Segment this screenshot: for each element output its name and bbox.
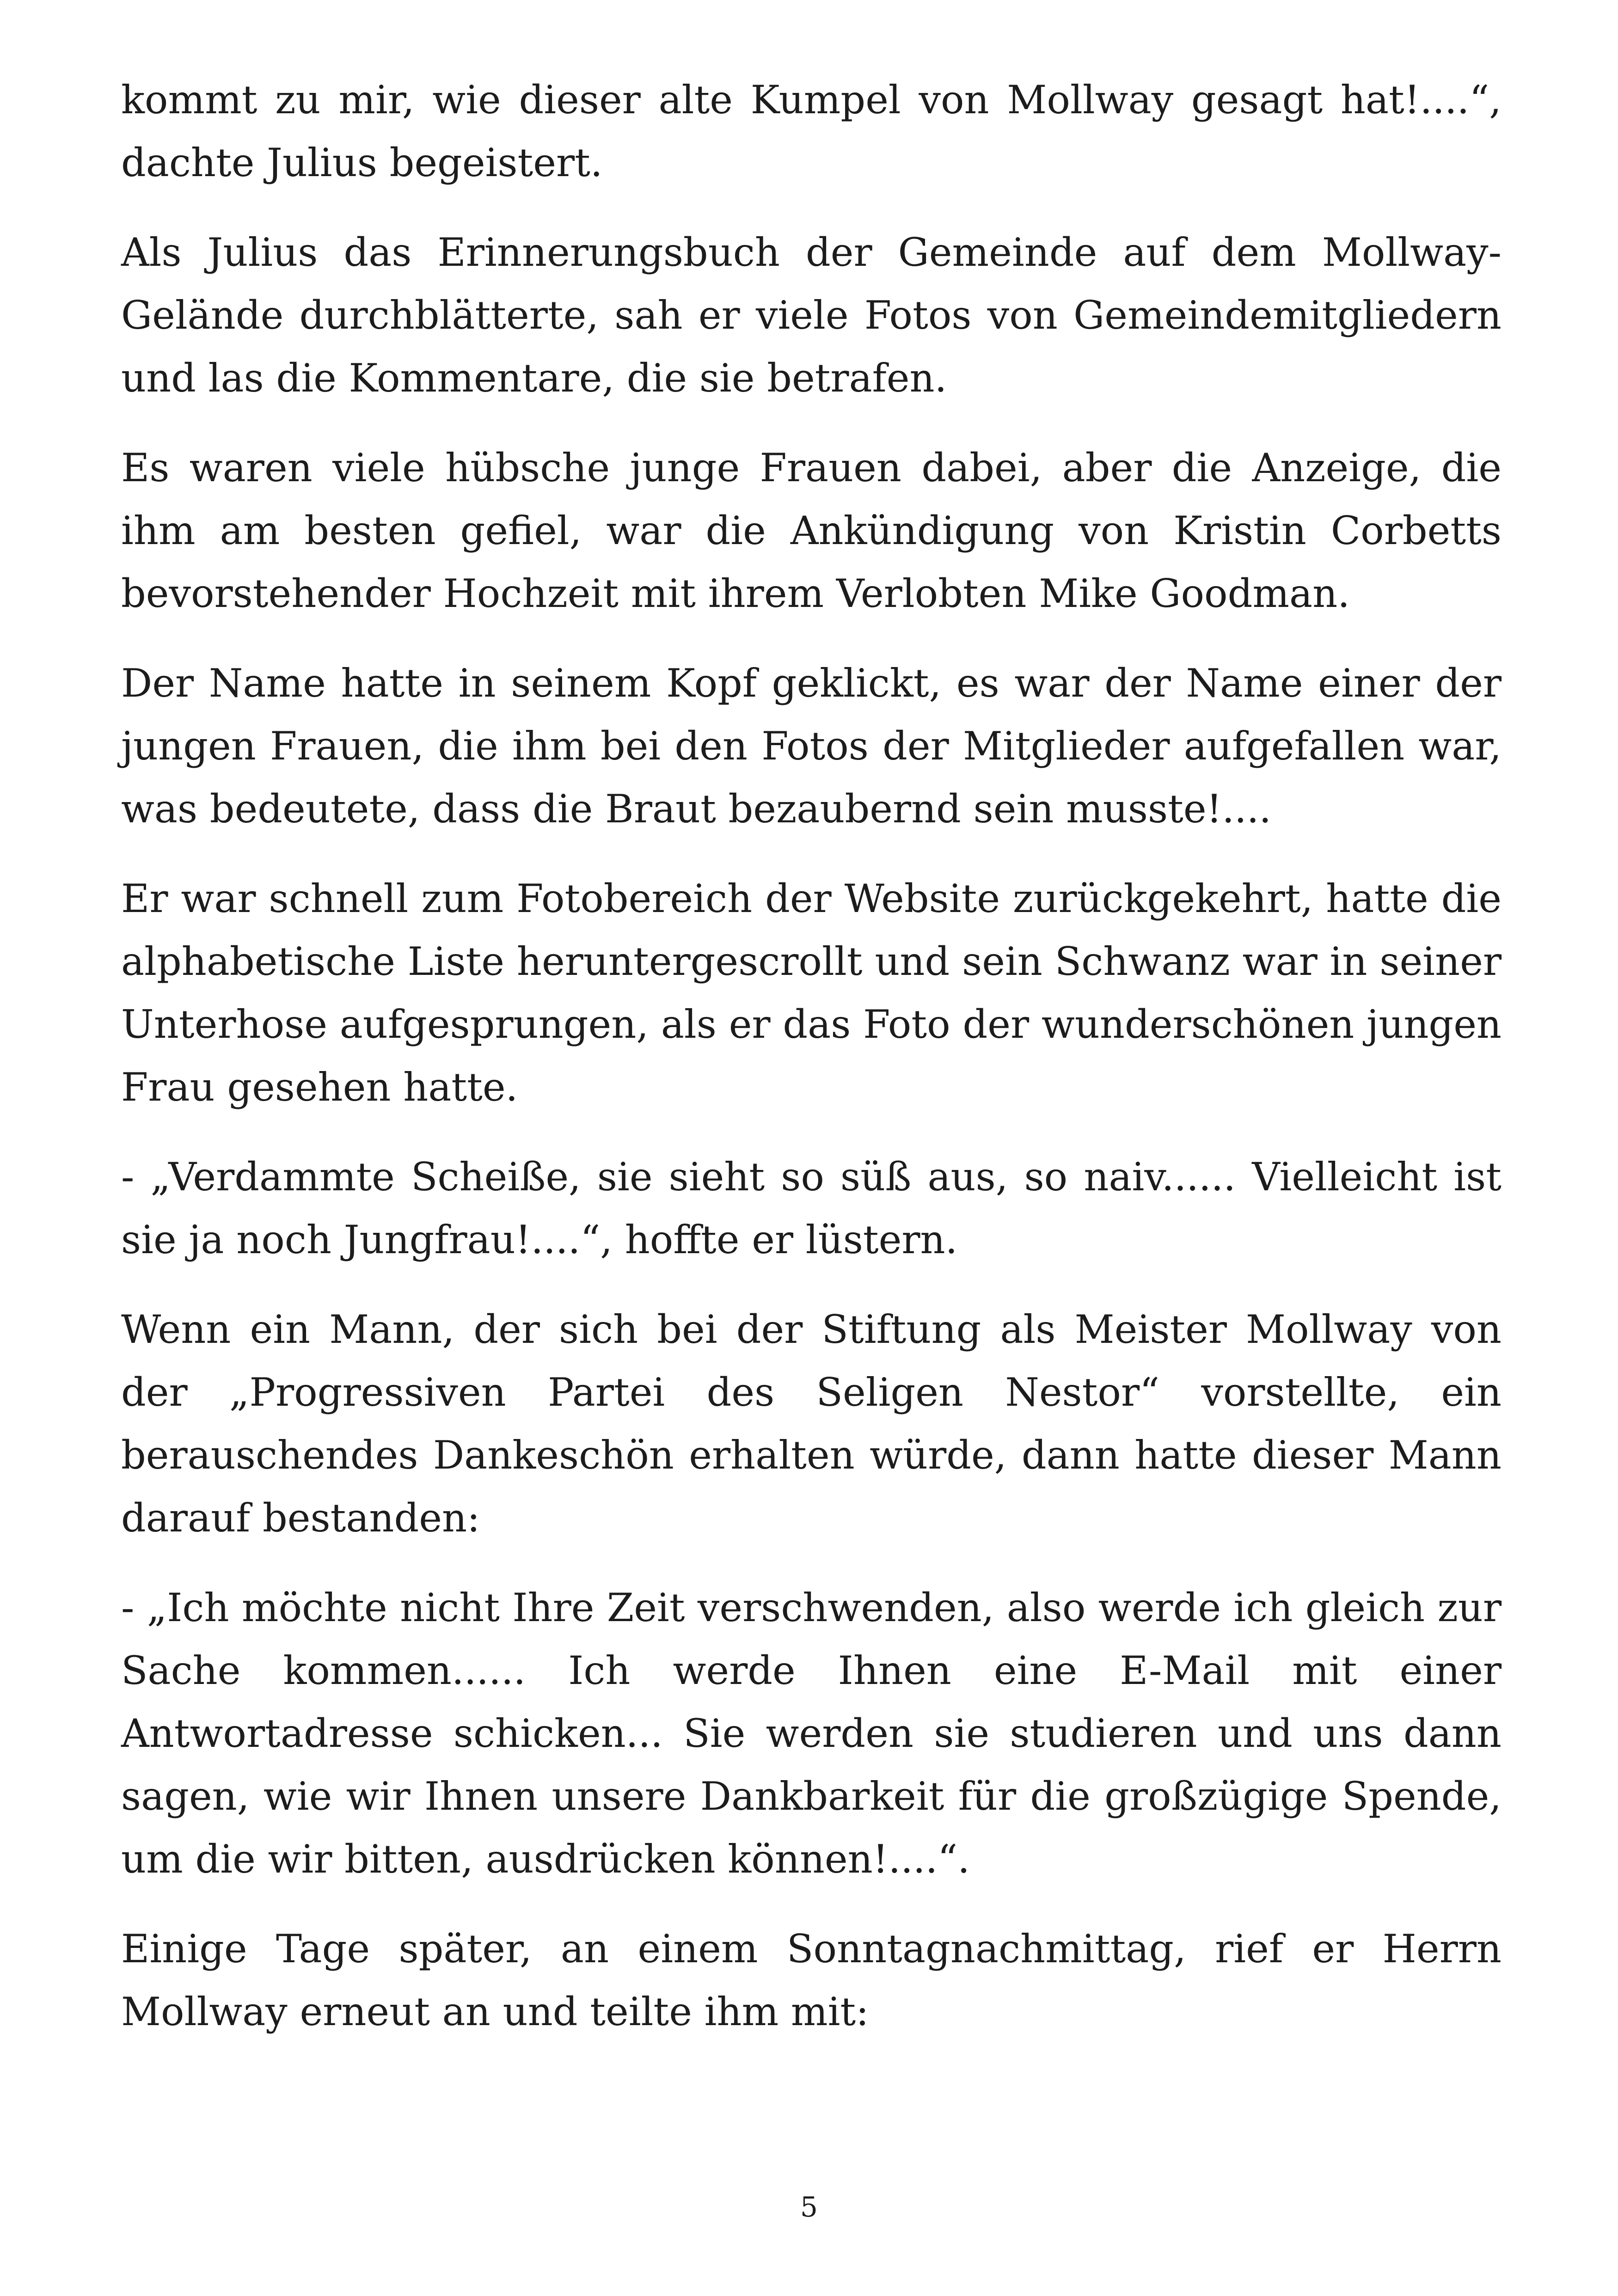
paragraph-6: - „Verdammte Scheiße, sie sieht so süß aus, so naiv...... Vielleicht ist sie ja noch Jungfrau!....“, hoffte er lüstern.	[121, 1154, 1502, 1262]
page-number: 5	[800, 2191, 818, 2223]
paragraph-1: kommt zu mir, wie dieser alte Kumpel von Mollway gesagt hat!....“, dachte Julius begeistert.	[121, 77, 1502, 185]
paragraph-3: Es waren viele hübsche junge Frauen dabei, aber die Anzeige, die ihm am besten gefiel, war die Ankündigung von Kristin Corbetts bevorstehender Hochzeit mit ihrem Verlobten Mike Goodman.	[121, 445, 1502, 616]
paragraph-5: Er war schnell zum Fotobereich der Website zurückgekehrt, hatte die alphabetische Liste heruntergescrollt und sein Schwanz war in seiner Unterhose aufgesprungen, als er das Foto der wunderschönen jungen Frau gesehen hatte.	[121, 876, 1502, 1110]
paragraph-8: - „Ich möchte nicht Ihre Zeit verschwenden, also werde ich gleich zur Sache kommen...... Ich werde Ihnen eine E-Mail mit einer Antwortadresse schicken... Sie werden sie studieren und uns dann sagen, wie wir Ihnen unsere Dankbarkeit für die großzügige Spende, um die wir bitten, ausdrücken können!....“.	[121, 1585, 1502, 1882]
paragraph-7: Wenn ein Mann, der sich bei der Stiftung als Meister Mollway von der „Progressiven Partei des Seligen Nestor“ vorstellte, ein berauschendes Dankeschön erhalten würde, dann hatte dieser Mann darauf bestanden:	[121, 1307, 1502, 1541]
paragraph-4: Der Name hatte in seinem Kopf geklickt, es war der Name einer der jungen Frauen, die ihm bei den Fotos der Mitglieder aufgefallen war, was bedeutete, dass die Braut bezaubernd sein musste!....	[121, 661, 1502, 832]
paragraph-2: Als Julius das Erinnerungsbuch der Gemeinde auf dem Mollway-Gelände durchblätterte, sah er viele Fotos von Gemeindemitgliedern und las die Kommentare, die sie betrafen.	[121, 230, 1502, 401]
paragraph-9: Einige Tage später, an einem Sonntagnachmittag, rief er Herrn Mollway erneut an und teilte ihm mit:	[121, 1926, 1502, 2034]
body-text	[121, 68, 1502, 2070]
